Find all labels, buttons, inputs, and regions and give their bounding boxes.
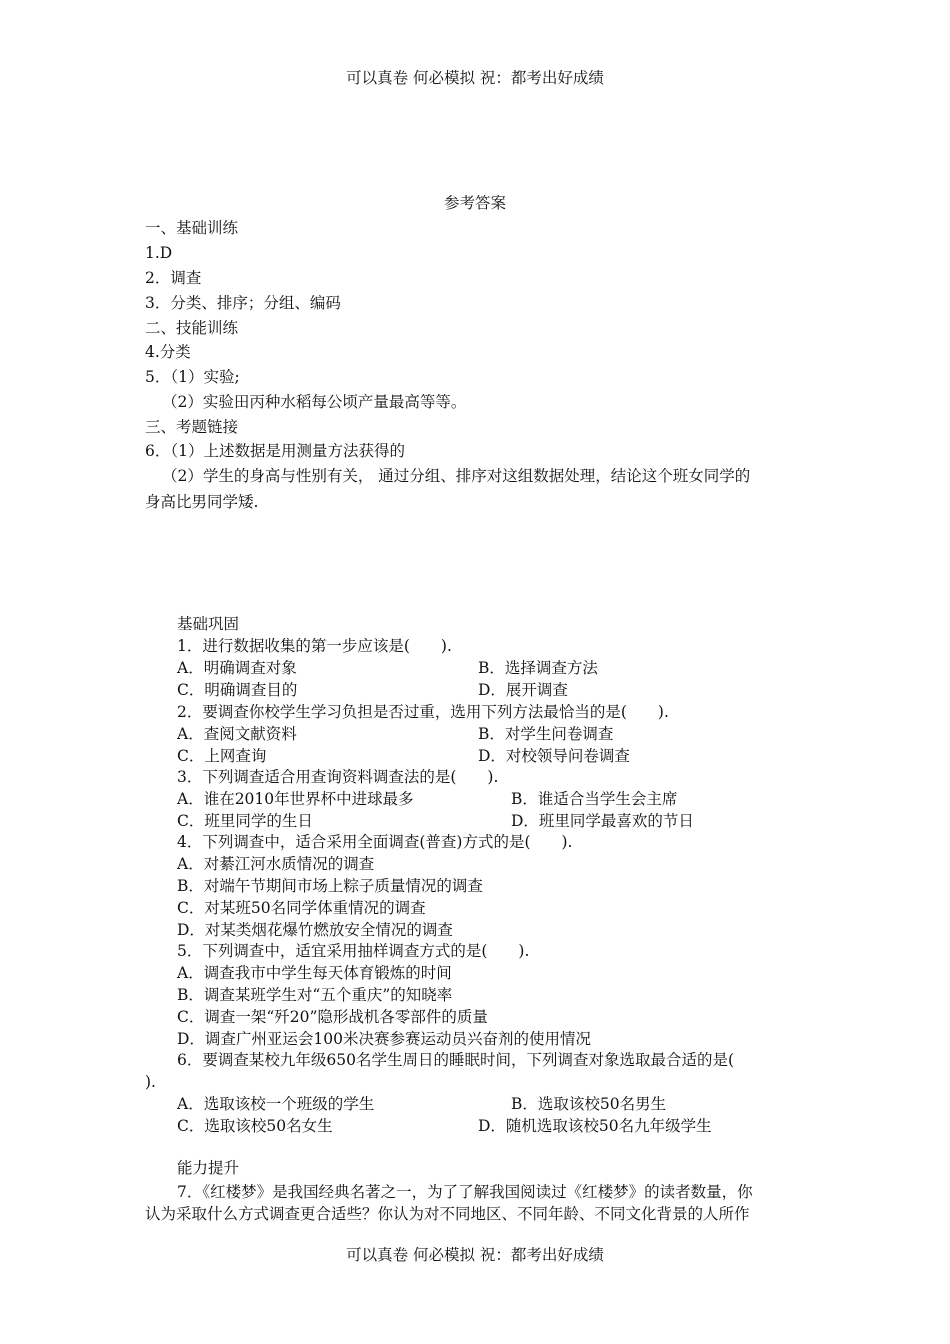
option-2d: D．对校领导问卷调查 (478, 747, 630, 765)
option-1b: B．选择调查方法 (478, 659, 598, 677)
answers-title: 参考答案 (443, 194, 506, 212)
option-1d: D．展开调查 (478, 681, 568, 699)
question-5: 5．下列调查中，适宜采用抽样调查方式的是( ). (177, 942, 530, 960)
option-2c: C．上网查询 (177, 747, 267, 765)
option-4b: B．对端午节期间市场上粽子质量情况的调查 (177, 877, 483, 895)
question-2: 2．要调查你校学生学习负担是否过重，选用下列方法最恰当的是( ). (177, 703, 669, 721)
option-4a: A．对綦江河水质情况的调查 (177, 855, 375, 873)
question-7-line-1: 7．《红楼梦》是我国经典名著之一，为了了解我国阅读过《红楼梦》的读者数量，你 (177, 1183, 753, 1201)
question-4: 4．下列调查中，适合采用全面调查(普查)方式的是( ). (177, 833, 573, 851)
answer-line: 1.D (145, 244, 173, 262)
answer-line: （2）实验田丙种水稻每公顷产量最高等等。 (162, 393, 467, 411)
option-4c: C．对某班50名同学体重情况的调查 (177, 899, 426, 917)
answer-line: 一、基础训练 (145, 219, 239, 237)
option-2a: A．查阅文献资料 (177, 725, 297, 743)
answer-line: 3．分类、排序；分组、编码 (145, 294, 341, 312)
answer-line: 6．（1）上述数据是用测量方法获得的 (145, 442, 405, 460)
option-6a: A．选取该校一个班级的学生 (177, 1095, 375, 1113)
option-2b: B．对学生问卷调查 (478, 725, 614, 743)
option-6d: D．随机选取该校50名九年级学生 (478, 1117, 712, 1135)
option-4d: D．对某类烟花爆竹燃放安全情况的调查 (177, 921, 453, 939)
option-5c: C．调查一架“歼20”隐形战机各零部件的质量 (177, 1008, 488, 1026)
question-6: 6．要调查某校九年级650名学生周日的睡眠时间，下列调查对象选取最合适的是( (177, 1051, 734, 1069)
page-header: 可以真卷 何必模拟 祝：都考出好成绩 (346, 69, 604, 87)
question-7-line-2: 认为采取什么方式调查更合适些？你认为对不同地区、不同年龄、不同文化背景的人所作 (145, 1205, 750, 1223)
option-3b: B．谁适合当学生会主席 (511, 790, 678, 808)
question-6-end: ). (145, 1073, 156, 1091)
option-1a: A．明确调查对象 (177, 659, 297, 677)
option-5b: B．调查某班学生对“五个重庆”的知晓率 (177, 986, 453, 1004)
answer-line: 二、技能训练 (145, 319, 239, 337)
option-3a: A．谁在2010年世界杯中进球最多 (177, 790, 414, 808)
question-1: 1．进行数据收集的第一步应该是( ). (177, 637, 452, 655)
option-3d: D．班里同学最喜欢的节日 (511, 812, 694, 830)
question-3: 3．下列调查适合用查询资料调查法的是( ). (177, 768, 499, 786)
answer-line: 三、考题链接 (145, 418, 239, 436)
option-1c: C．明确调查目的 (177, 681, 298, 699)
answer-line: （2）学生的身高与性别有关， 通过分组、排序对这组数据处理，结论这个班女同学的 (162, 467, 751, 485)
answer-line: 5．（1）实验; (145, 368, 240, 386)
option-3c: C．班里同学的生日 (177, 812, 313, 830)
option-5d: D．调查广州亚运会100米决赛参赛运动员兴奋剂的使用情况 (177, 1030, 592, 1048)
answer-line: 4.分类 (145, 343, 191, 361)
page-footer: 可以真卷 何必模拟 祝：都考出好成绩 (346, 1246, 604, 1264)
section-heading-advanced: 能力提升 (177, 1159, 240, 1177)
option-6c: C．选取该校50名女生 (177, 1117, 333, 1135)
answer-line: 2．调查 (145, 269, 202, 287)
section-heading-basic: 基础巩固 (177, 615, 240, 633)
option-6b: B．选取该校50名男生 (511, 1095, 667, 1113)
answer-line: 身高比男同学矮. (145, 493, 259, 511)
option-5a: A．调查我市中学生每天体育锻炼的时间 (177, 964, 452, 982)
